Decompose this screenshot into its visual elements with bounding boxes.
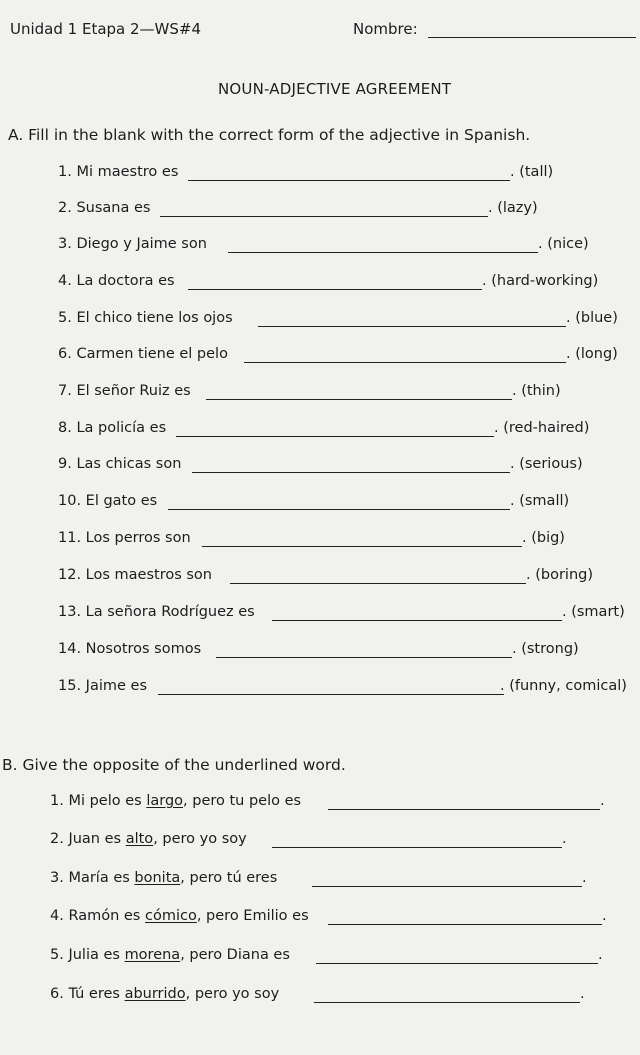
answer-blank bbox=[272, 619, 562, 621]
answer-blank bbox=[160, 215, 488, 217]
answer-blank bbox=[188, 179, 510, 181]
answer-blank bbox=[206, 398, 512, 400]
list-item: 14. Nosotros somos bbox=[58, 641, 202, 657]
underlined-word: largo bbox=[146, 793, 184, 809]
list-item: 2. Susana es bbox=[58, 200, 151, 216]
underlined-word: bonita bbox=[134, 870, 181, 886]
answer-blank bbox=[188, 288, 482, 290]
hint: . (long) bbox=[566, 346, 618, 362]
list-item: 4. Ramón es cómico, pero Emilio es bbox=[50, 908, 309, 924]
hint: . (small) bbox=[510, 493, 570, 509]
answer-blank bbox=[258, 325, 566, 327]
answer-blank bbox=[328, 923, 602, 925]
nombre-label: Nombre: bbox=[353, 20, 418, 38]
list-item: 10. El gato es bbox=[58, 493, 158, 509]
list-item: 8. La policía es bbox=[58, 420, 167, 436]
answer-blank bbox=[168, 508, 510, 510]
answer-blank bbox=[176, 435, 494, 437]
hint: . (blue) bbox=[566, 310, 618, 326]
list-item: 6. Tú eres aburrido, pero yo soy bbox=[50, 986, 280, 1002]
hint: . (tall) bbox=[510, 164, 554, 180]
answer-blank bbox=[230, 582, 526, 584]
hint: . (strong) bbox=[512, 641, 579, 657]
list-item: 5. Julia es morena, pero Diana es bbox=[50, 947, 290, 963]
worksheet-id: Unidad 1 Etapa 2—WS#4 bbox=[10, 20, 202, 38]
hint: . (funny, comical) bbox=[500, 678, 627, 694]
list-item: 5. El chico tiene los ojos bbox=[58, 310, 233, 326]
hint: . (big) bbox=[522, 530, 565, 546]
list-item: 1. Mi pelo es largo, pero tu pelo es bbox=[50, 793, 302, 809]
answer-blank bbox=[244, 361, 566, 363]
period: . bbox=[600, 793, 605, 809]
answer-blank bbox=[312, 885, 582, 887]
section-a-heading: A. Fill in the blank with the correct form of the adjective in Spanish. bbox=[8, 126, 531, 144]
list-item: 11. Los perros son bbox=[58, 530, 191, 546]
period: . bbox=[602, 908, 607, 924]
hint: . (boring) bbox=[526, 567, 593, 583]
list-item: 12. Los maestros son bbox=[58, 567, 212, 583]
list-item: 13. La señora Rodríguez es bbox=[58, 604, 255, 620]
period: . bbox=[582, 870, 587, 886]
answer-blank bbox=[316, 962, 598, 964]
hint: . (smart) bbox=[562, 604, 625, 620]
period: . bbox=[580, 986, 585, 1002]
answer-blank bbox=[314, 1001, 580, 1003]
list-item: 1. Mi maestro es bbox=[58, 164, 179, 180]
page-title: NOUN-ADJECTIVE AGREEMENT bbox=[218, 80, 452, 98]
list-item: 4. La doctora es bbox=[58, 273, 175, 289]
hint: . (nice) bbox=[538, 236, 589, 252]
hint: . (serious) bbox=[510, 456, 583, 472]
list-item: 15. Jaime es bbox=[58, 678, 147, 694]
hint: . (thin) bbox=[512, 383, 561, 399]
answer-blank bbox=[202, 545, 522, 547]
hint: . (hard-working) bbox=[482, 273, 599, 289]
underlined-word: alto bbox=[125, 831, 154, 847]
list-item: 2. Juan es alto, pero yo soy bbox=[50, 831, 247, 847]
list-item: 3. María es bonita, pero tú eres bbox=[50, 870, 278, 886]
period: . bbox=[598, 947, 603, 963]
answer-blank bbox=[158, 693, 504, 695]
section-b-heading: B. Give the opposite of the underlined word. bbox=[2, 756, 346, 774]
underlined-word: cómico bbox=[144, 908, 197, 924]
nombre-blank bbox=[428, 36, 636, 38]
list-item: 9. Las chicas son bbox=[58, 456, 182, 472]
answer-blank bbox=[272, 846, 562, 848]
list-item: 3. Diego y Jaime son bbox=[58, 236, 207, 252]
answer-blank bbox=[216, 656, 512, 658]
answer-blank bbox=[228, 251, 538, 253]
list-item: 6. Carmen tiene el pelo bbox=[58, 346, 228, 362]
hint: . (red-haired) bbox=[494, 420, 590, 436]
hint: . (lazy) bbox=[488, 200, 538, 216]
answer-blank bbox=[192, 471, 510, 473]
underlined-word: aburrido bbox=[124, 986, 186, 1002]
answer-blank bbox=[328, 808, 600, 810]
period: . bbox=[562, 831, 567, 847]
underlined-word: morena bbox=[124, 947, 181, 963]
list-item: 7. El señor Ruiz es bbox=[58, 383, 191, 399]
